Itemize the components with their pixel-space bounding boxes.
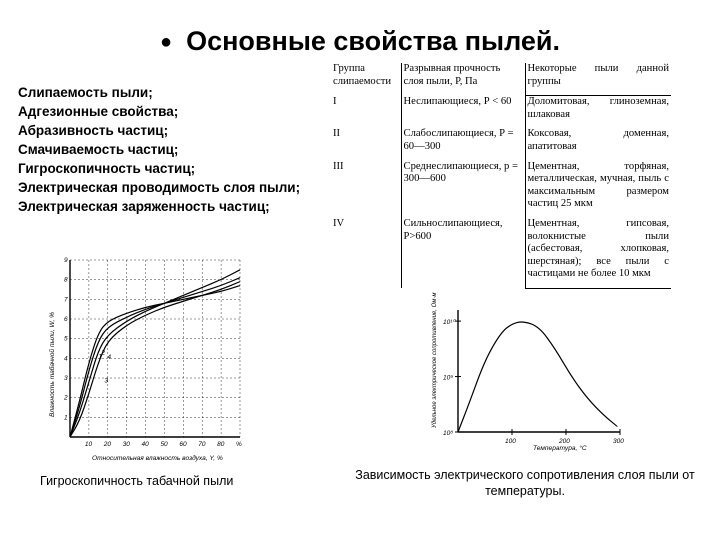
y-tick-label: 4 xyxy=(64,355,68,363)
table-row xyxy=(331,96,671,129)
series-label: 3 xyxy=(104,377,108,385)
x-tick-label: 40 xyxy=(141,441,149,448)
table-header-row xyxy=(331,63,671,96)
chart-series xyxy=(458,322,617,432)
header-strength: Разрывная прочность слоя пыли, Р, Па xyxy=(401,63,525,96)
x-axis-label: Относительная влажность воздуха, Y, % xyxy=(92,455,223,462)
y-tick-label: 3 xyxy=(64,375,68,382)
series-line xyxy=(70,278,240,437)
x-tick-label: 300 xyxy=(613,438,624,445)
cell-group: II xyxy=(331,128,401,160)
x-tick-label: 200 xyxy=(559,438,570,445)
properties-list xyxy=(18,83,300,216)
y-axis-label: Влажность табачной пыли, W, % xyxy=(49,312,56,417)
x-tick-label: 50 xyxy=(160,441,168,448)
chart-ticks xyxy=(63,257,242,448)
property-item: Слипаемость пыли; xyxy=(18,85,153,100)
property-item: Смачиваемость частиц; xyxy=(18,142,179,157)
chart1-caption: Гигроскопичность табачной пыли xyxy=(40,474,234,488)
property-item: Электрическая проводимость слоя пыли; xyxy=(18,180,301,195)
chart2-caption: Зависимость электрического сопротивления слоя пыли от температуры. xyxy=(355,468,695,498)
table-row xyxy=(331,161,671,218)
y-axis-label: Удельное электрическое сопротивление, Ом·м xyxy=(432,292,438,428)
y-tick-label: 8 xyxy=(64,276,68,284)
x-tick-label: % xyxy=(236,441,242,448)
property-item: Абразивность частиц; xyxy=(18,123,169,138)
y-tick-label: 7 xyxy=(64,296,68,304)
cell-group: I xyxy=(331,96,401,129)
x-tick-label: 30 xyxy=(122,441,130,448)
y-tick-label: 5 xyxy=(64,335,68,343)
cell-strength: Среднеслипающиеся, р = 300—600 xyxy=(401,161,525,218)
series-line xyxy=(70,270,240,437)
slide-title-text: Основные свойства пылей. xyxy=(186,26,561,56)
y-tick-label: 10⁸ xyxy=(443,430,454,437)
property-item: Адгезионные свойства; xyxy=(18,104,179,119)
x-tick-label: 70 xyxy=(198,441,206,448)
y-tick-label: 9 xyxy=(64,257,68,264)
slide-title xyxy=(160,26,560,57)
resistance-chart xyxy=(420,292,650,460)
bullet-icon: ● xyxy=(160,31,173,54)
x-tick-label: 10 xyxy=(84,441,93,448)
series-label: 1 xyxy=(98,353,102,361)
cell-strength: Сильнослипающиеся, Р>600 xyxy=(401,218,525,288)
x-tick-label: 100 xyxy=(505,438,516,445)
y-tick-label: 6 xyxy=(64,316,68,323)
cell-examples: Цементная, торфяная, металлическая, мучная, пыль с максимальным размером частиц 25 мкм xyxy=(527,160,669,210)
cell-examples: Коксовая, доменная, апатитовая xyxy=(527,128,669,152)
cell-examples: Цементная, гипсовая, волокнистые пыли (асбестовая, хлопковая, шерстяная); все пыли с частицами не более 10 мкм xyxy=(525,218,671,288)
x-tick-label: 20 xyxy=(103,441,112,448)
x-axis-label: Температура, °C xyxy=(533,445,587,452)
cell-strength: Слабослипающиеся, Р = 60—300 xyxy=(401,128,525,160)
header-examples: Некоторые пыли данной группы xyxy=(525,63,671,96)
stickiness-table xyxy=(331,63,671,289)
hygroscopicity-chart xyxy=(40,252,250,467)
y-tick-label: 10¹⁰ xyxy=(443,319,456,327)
table-row xyxy=(331,218,671,288)
y-tick-label: 2 xyxy=(64,394,68,402)
cell-strength: Неслипающиеся, Р < 60 xyxy=(401,96,525,129)
y-tick-label: 10⁹ xyxy=(443,374,454,382)
x-tick-label: 60 xyxy=(179,441,187,448)
series-line xyxy=(458,322,617,432)
property-item: Гигроскопичность частиц; xyxy=(18,161,196,176)
y-tick-label: 1 xyxy=(64,414,68,422)
table-row xyxy=(331,128,671,160)
cell-group: IV xyxy=(331,218,401,288)
property-item: Электрическая заряженность частиц; xyxy=(18,199,270,214)
cell-group: III xyxy=(331,161,401,218)
series-label: 4 xyxy=(107,353,111,361)
chart-axes xyxy=(455,310,620,435)
cell-examples: Доломитовая, глиноземная, шлаковая xyxy=(527,96,669,120)
chart-ticks xyxy=(443,319,624,445)
series-label: 2 xyxy=(101,349,105,357)
header-group: Группа слипаемости xyxy=(331,63,401,96)
x-tick-label: 80 xyxy=(217,441,225,448)
chart-series xyxy=(70,270,240,437)
